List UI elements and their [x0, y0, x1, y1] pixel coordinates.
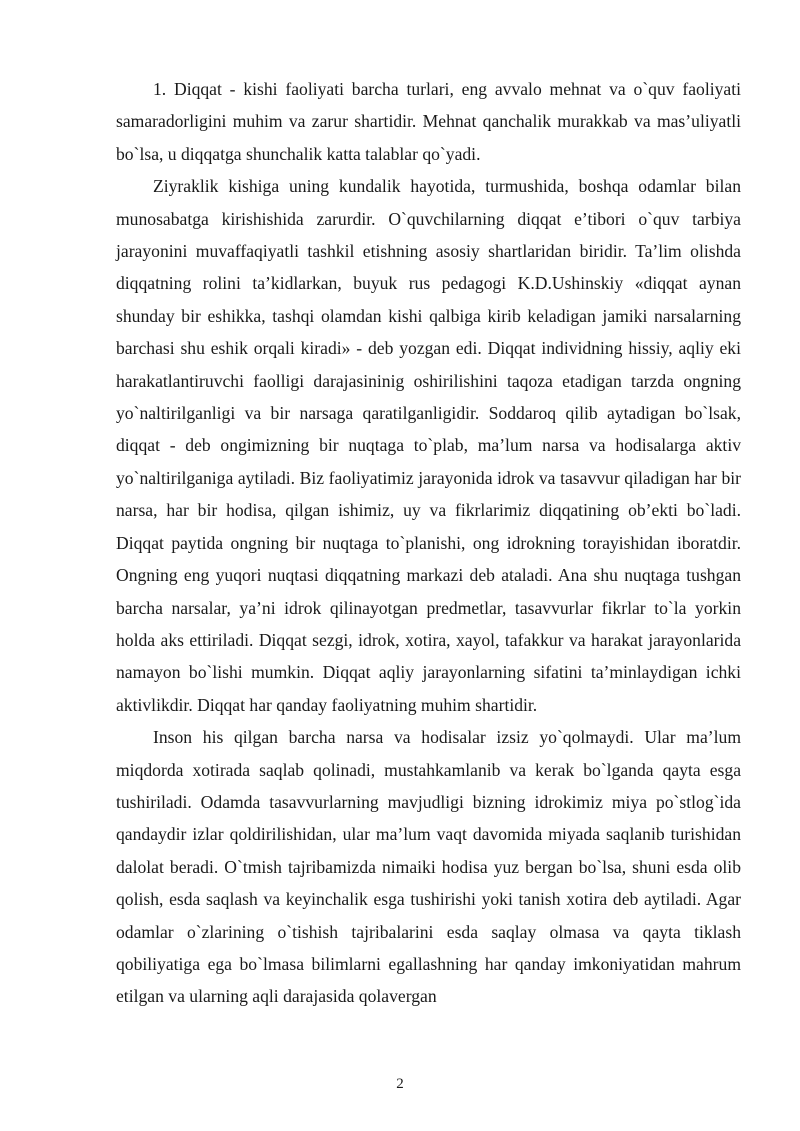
page-number: 2: [396, 1076, 404, 1092]
paragraph-2: Ziyraklik kishiga uning kundalik hayotida, turmushida, boshqa odamlar bilan munosabatga kirishishida zarurdir. O`quvchilarning diqqat e’tibori o`quv tarbiya jarayonini muvaffaqiyatli tashkil etishning asosiy shartlaridan biridir. Ta’lim olishda diqqatning rolini ta’kidlarkan, buyuk rus pedagogi K.D.Ushinskiy «diqqat aynan shunday bir eshikka, tashqi olamdan kishi qalbiga kirib keladigan jamiki narsalarning barchasi shu eshik orqali kiradi» - deb yozgan edi. Diqqat individning hissiy, aqliy eki harakatlantiruvchi faolligi darajasininig oshirilishini taqoza etadigan tarzda ongning yo`naltirilganligi va bir narsaga qaratilganligidir. Soddaroq qilib aytadigan bo`lsak, diqqat - deb ongimizning bir nuqtaga to`plab, ma’lum narsa va hodisalarga aktiv yo`naltirilganiga aytiladi. Biz faoliyatimiz jarayonida idrok va tasavvur qiladigan har bir narsa, har bir hodisa, qilgan ishimiz, uy va fikrlarimiz diqqatining ob’ekti bo`ladi. Diqqat paytida ongning bir nuqtaga to`planishi, ong idrokning torayishidan iboratdir. Ongning eng yuqori nuqtasi diqqatning markazi deb ataladi. Ana shu nuqtaga tushgan barcha narsalar, ya’ni idrok qilinayotgan predmetlar, tasavvurlar fikrlar to`la yorkin holda aks ettiriladi. Diqqat sezgi, idrok, xotira, xayol, tafakkur va harakat jarayonlarida namayon bo`lishi mumkin. Diqqat aqliy jarayonlarning sifatini ta’minlaydigan ichki aktivlikdir. Diqqat har qanday faoliyatning muhim shartidir.: [116, 176, 741, 715]
paragraph-3: Inson his qilgan barcha narsa va hodisalar izsiz yo`qolmaydi. Ular ma’lum miqdorda xotirada saqlab qolinadi, mustahkamlanib va kerak bo`lganda qayta esga tushiriladi. Odamda tasavvurlarning mavjudligi bizning idrokimiz miya po`stlog`ida qandaydir izlar qoldirilishidan, ular ma’lum vaqt davomida miyada saqlanib turishidan dalolat beradi. O`tmish tajribamizda nimaiki hodisa yuz bergan bo`lsa, shuni esda olib qolish, esda saqlash va keyinchalik esga tushirishi yoki tanish xotira deb aytiladi. Agar odamlar o`zlarining o`tishish tajribalarini esda saqlay olmasa va qayta tiklash qobiliyatiga ega bo`lmasa bilimlarni egallashning har qanday imkoniyatidan mahrum etilgan va ularning aqli darajasida qolavergan: [116, 727, 741, 1007]
paragraph-1: 1. Diqqat - kishi faoliyati barcha turlari, eng avvalo mehnat va o`quv faoliyati samaradorligini muhim va zarur shartidir. Mehnat qanchalik murakkab va mas’uliyatli bo`lsa, u diqqatga shunchalik katta talablar qo`yadi.: [116, 79, 741, 164]
document-body: [116, 73, 741, 1013]
